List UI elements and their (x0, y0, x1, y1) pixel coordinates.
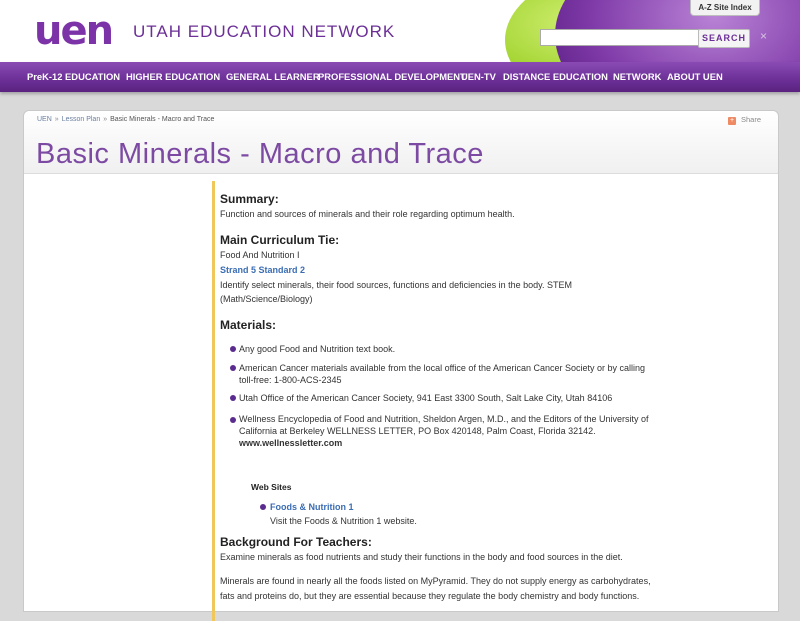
site-name: UTAH EDUCATION NETWORK (133, 22, 396, 41)
background-para2-line1: Minerals are found in nearly all the foods listed on MyPyramid. They do not supply energy as carbohydrates, (220, 576, 651, 586)
lesson-card (23, 110, 779, 612)
nav-professional-development[interactable]: PROFESSIONAL DEVELOPMENT (318, 71, 466, 82)
main-nav (0, 62, 800, 92)
title-band (24, 111, 778, 174)
curriculum-desc-2: (Math/Science/Biology) (220, 294, 313, 304)
curriculum-desc-1: Identify select minerals, their food sources, functions and deficiencies in the body. STEM (220, 280, 573, 290)
material-item: Wellness Encyclopedia of Food and Nutrition, Sheldon Argen, M.D., and the Editors of the University of (239, 414, 649, 424)
breadcrumb-lesson-plan[interactable]: Lesson Plan (61, 116, 101, 123)
nav-prek12-education[interactable]: PreK-12 EDUCATION (27, 71, 121, 82)
share-link[interactable] (728, 115, 761, 125)
az-site-index-link[interactable]: A-Z Site Index (690, 0, 760, 16)
background-para2-line2: fats and proteins do, but they are essential because they regulate the body chemistry and body functions. (220, 591, 640, 601)
bullet-icon (260, 504, 266, 510)
lesson-content (212, 181, 695, 621)
breadcrumb-separator: » (54, 116, 59, 123)
breadcrumb-current: Basic Minerals - Macro and Trace (110, 116, 215, 123)
breadcrumb-separator: » (103, 116, 108, 123)
search-input[interactable] (540, 29, 702, 46)
material-item-cont: California at Berkeley WELLNESS LETTER, PO Box 420148, Palm Coast, Florida 32142. (239, 426, 596, 436)
material-item: Any good Food and Nutrition text book. (239, 344, 396, 354)
bullet-icon (230, 346, 236, 352)
share-label: Share (741, 115, 762, 124)
material-item: American Cancer materials available from the local office of the American Cancer Society or by calling (239, 363, 646, 373)
material-item-cont: toll-free: 1-800-ACS-2345 (239, 375, 342, 385)
background-para1: Examine minerals as food nutrients and study their functions in the body and food sources in the diet. (220, 552, 623, 562)
website-desc: Visit the Foods & Nutrition 1 website. (270, 516, 417, 526)
websites-heading: Web Sites (251, 482, 292, 492)
nav-general-learner[interactable]: GENERAL LEARNER (226, 71, 320, 82)
curriculum-course: Food And Nutrition I (220, 250, 300, 260)
nav-about-uen[interactable]: ABOUT UEN (667, 71, 723, 82)
wellness-letter-link[interactable]: www.wellnessletter.com (239, 438, 343, 448)
material-item: Utah Office of the American Cancer Society, 941 East 3300 South, Salt Lake City, Utah 84106 (239, 393, 613, 403)
page-title: Basic Minerals - Macro and Trace (36, 138, 484, 170)
curriculum-heading: Main Curriculum Tie: (220, 233, 340, 247)
background-heading: Background For Teachers: (220, 535, 372, 549)
uen-logo[interactable]: uen (34, 8, 113, 54)
bullet-icon (230, 365, 236, 371)
share-icon: + (729, 117, 735, 124)
summary-text: Function and sources of minerals and their role regarding optimum health. (220, 209, 515, 219)
breadcrumb-uen[interactable]: UEN (37, 116, 52, 123)
standard-link[interactable]: Strand 5 Standard 2 (220, 265, 306, 275)
close-icon[interactable]: × (760, 29, 768, 43)
bullet-icon (230, 395, 236, 401)
nav-higher-education[interactable]: HIGHER EDUCATION (126, 71, 221, 82)
materials-heading: Materials: (220, 318, 277, 332)
foods-nutrition-link[interactable]: Foods & Nutrition 1 (270, 502, 354, 512)
nav-distance-education[interactable]: DISTANCE EDUCATION (503, 71, 608, 82)
nav-uen-tv[interactable]: UEN-TV (461, 71, 496, 82)
site-header (0, 0, 800, 62)
bullet-icon (230, 417, 236, 423)
nav-network[interactable]: NETWORK (613, 71, 662, 82)
breadcrumb (37, 116, 214, 123)
left-column (24, 173, 213, 613)
search-button[interactable]: SEARCH (698, 29, 750, 48)
summary-heading: Summary: (220, 192, 279, 206)
